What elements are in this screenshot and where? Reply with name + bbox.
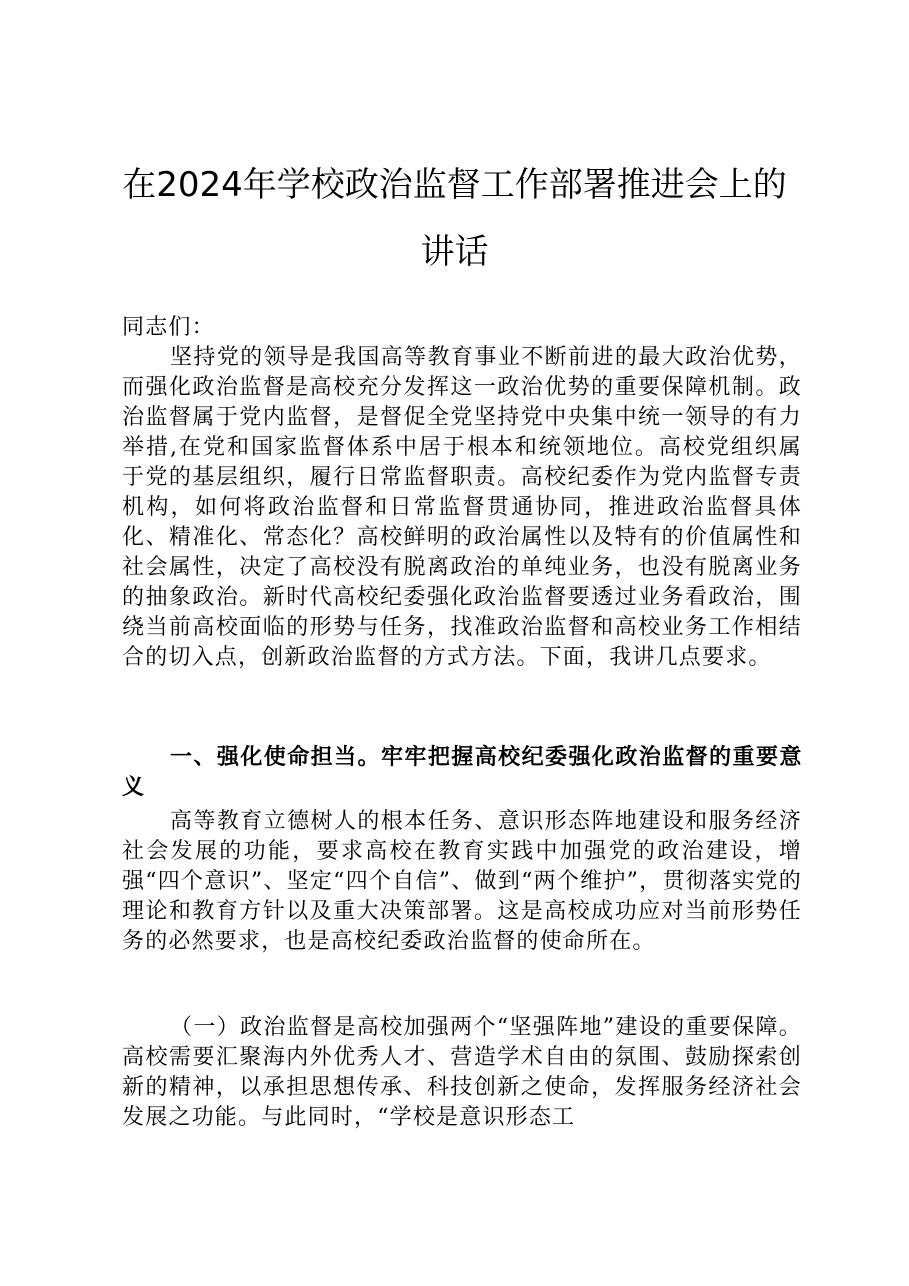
section-heading-1: 一、强化使命担当。牢牢把握高校纪委强化政治监督的重要意义	[122, 745, 802, 800]
paragraph-1: 坚持党的领导是我国高等教育事业不断前进的最大政治优势，而强化政治监督是高校充分发挥这一政治优势的重要保障机制。政治监督属于党内监督，是督促全党坚持党中央集中统一领导的有力举措,在党和国家监督体系中居于根本和统领地位。高校党组织属于党的基层组织，履行日常监督职责。高校纪委作为党内监督专责机构，如何将政治监督和日常监督贯通协同，推进政治监督具体化、精准化、常态化？高校鲜明的政治属性以及特有的价值属性和社会属性，决定了高校没有脱离政治的单纯业务，也没有脱离业务的抽象政治。新时代高校纪委强化政治监督要透过业务看政治，围绕当前高校面临的形势与任务，找准政治监督和高校业务工作相结合的切入点，创新政治监督的方式方法。下面，我讲几点要求。	[122, 345, 802, 670]
document-title-line1: 在2024年学校政治监督工作部署推进会上的	[122, 165, 787, 205]
paragraph-2: 高等教育立德树人的根本任务、意识形态阵地建设和服务经济社会发展的功能，要求高校在教育实践中加强党的政治建设，增强“四个意识”、坚定“四个自信”、做到“两个维护”，贯彻落实党的理论和教育方针以及重大决策部署。这是高校成功应对当前形势任务的必然要求，也是高校纪委政治监督的使命所在。	[122, 809, 802, 954]
salutation: 同志们：	[122, 315, 215, 340]
paragraph-3: （一）政治监督是高校加强两个“坚强阵地”建设的重要保障。高校需要汇聚海内外优秀人才、营造学术自由的氛围、鼓励探索创新的精神，以承担思想传承、科技创新之使命，发挥服务经济社会发展之功能。与此同时，“学校是意识形态工	[122, 1015, 802, 1130]
document-title-line2: 讲话	[420, 232, 489, 272]
